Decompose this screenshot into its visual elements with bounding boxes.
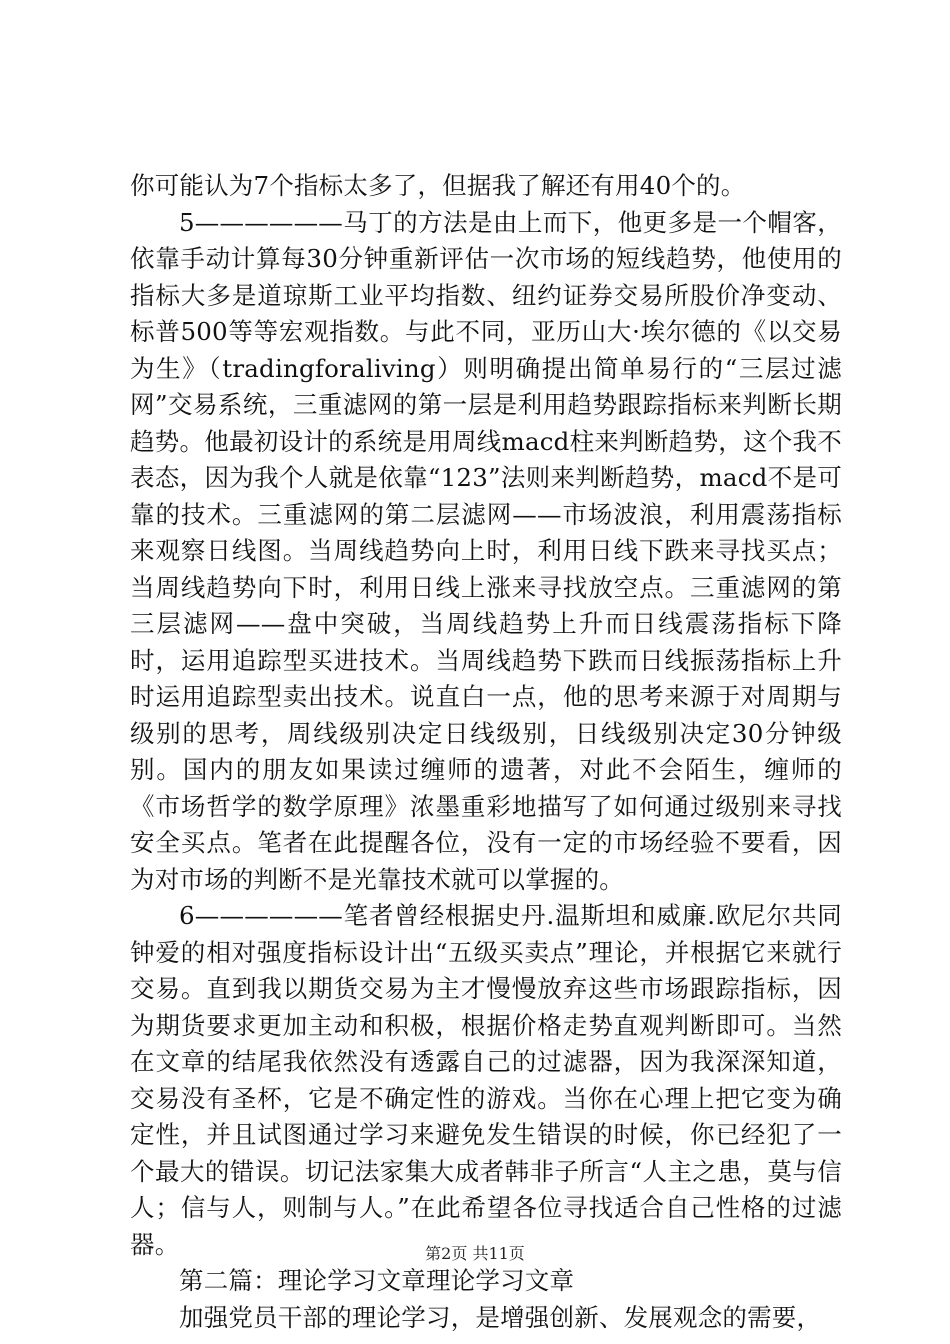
paragraph-section-5: 5——————马丁的方法是由上而下，他更多是一个帽客，依靠手动计算每30分钟重新评估一次市场的短线趋势，他使用的指标大多是道琼斯工业平均指数、纽约证券交易所股价净变动、标普500等等宏观指数。与此不同，亚历山大·埃尔德的《以交易为生》（tradingforaliving）则明确提出简单易行的“三层过滤网”交易系统，三重滤网的第一层是利用趋势跟踪指标来判断长期趋势。他最初设计的系统是用周线macd柱来判断趋势，这个我不表态，因为我个人就是依靠“123”法则来判断趋势，macd不是可靠的技术。三重滤网的第二层滤网——市场波浪，利用震荡指标来观察日线图。当周线趋势向上时，利用日线下跌来寻找买点；当周线趋势向下时，利用日线上涨来寻找放空点。三重滤网的第三层滤网——盘中突破，当周线趋势上升而日线震荡指标下降时，运用追踪型买进技术。当周线趋势下跌而日线振荡指标上升时运用追踪型卖出技术。说直白一点，他的思考来源于对周期与级别的思考，周线级别决定日线级别，日线级别决定30分钟级别。国内的朋友如果读过缠师的遗著，对此不会陌生，缠师的《市场哲学的数学原理》浓墨重彩地描写了如何通过级别来寻找安全买点。笔者在此提醒各位，没有一定的市场经验不要看，因为对市场的判断不是光靠技术就可以掌握的。	[130, 207, 842, 894]
paragraph-theory-study: 加强党员干部的理论学习，是增强创新、发展观念的需要，	[179, 1302, 822, 1332]
section-heading-part-two: 第二篇：理论学习文章理论学习文章	[179, 1266, 575, 1295]
document-body	[130, 168, 842, 1336]
paragraph-indicator-count: 你可能认为7个指标太多了，但据我了解还有用40个的。	[130, 171, 746, 200]
paragraph-section-6: 6——————笔者曾经根据史丹.温斯坦和威廉.欧尼尔共同钟爱的相对强度指标设计出“五级买卖点”理论，并根据它来就行交易。直到我以期货交易为主才慢慢放弃这些市场跟踪指标，因为期货要求更加主动和积极，根据价格走势直观判断即可。当然在文章的结尾我依然没有透露自己的过滤器，因为我深深知道，交易没有圣杯，它是不确定性的游戏。当你在心理上把它变为确定性，并且试图通过学习来避免发生错误的时候，你已经犯了一个最大的错误。切记法家集大成者韩非子所言“人主之患，莫与信人；信与人，则制与人。”在此希望各位寻找适合自己性格的过滤器。	[130, 901, 842, 1259]
page-number-footer: 第2页 共11页	[425, 1244, 525, 1263]
